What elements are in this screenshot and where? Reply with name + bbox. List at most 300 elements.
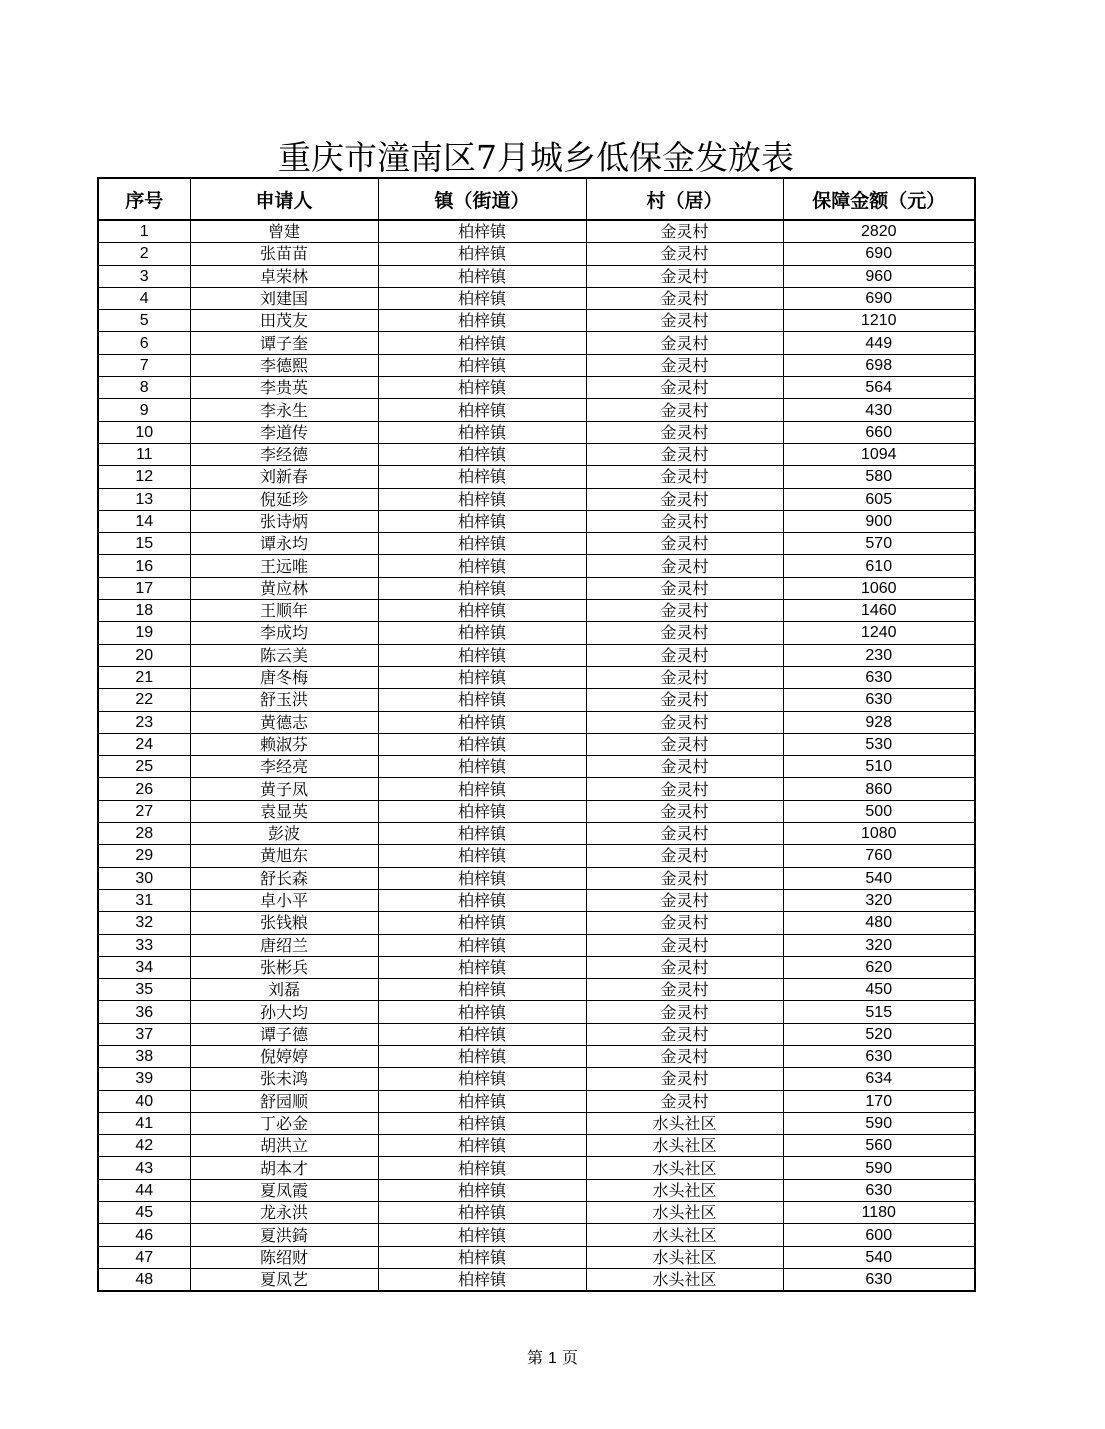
table-row — [98, 555, 975, 577]
cell-no: 40 — [98, 1090, 190, 1112]
table-body — [98, 220, 975, 1291]
cell-amount: 590 — [783, 1157, 975, 1179]
cell-applicant: 夏凤艺 — [190, 1268, 378, 1291]
cell-village: 金灵村 — [586, 354, 783, 376]
cell-applicant: 张钱粮 — [190, 912, 378, 934]
cell-no: 28 — [98, 823, 190, 845]
cell-applicant: 李道传 — [190, 421, 378, 443]
cell-village: 金灵村 — [586, 555, 783, 577]
cell-town: 柏梓镇 — [378, 555, 586, 577]
cell-no: 45 — [98, 1202, 190, 1224]
table-row — [98, 354, 975, 376]
table-row — [98, 711, 975, 733]
cell-village: 金灵村 — [586, 979, 783, 1001]
cell-applicant: 李永生 — [190, 399, 378, 421]
table-row — [98, 332, 975, 354]
cell-amount: 960 — [783, 265, 975, 287]
cell-town: 柏梓镇 — [378, 1112, 586, 1134]
column-header-town: 镇（街道） — [378, 178, 586, 220]
table-row — [98, 1179, 975, 1201]
cell-no: 37 — [98, 1023, 190, 1045]
cell-amount: 1460 — [783, 600, 975, 622]
cell-applicant: 刘新春 — [190, 466, 378, 488]
cell-no: 33 — [98, 934, 190, 956]
cell-no: 34 — [98, 956, 190, 978]
cell-applicant: 黄德志 — [190, 711, 378, 733]
cell-village: 金灵村 — [586, 1090, 783, 1112]
cell-applicant: 张诗炳 — [190, 510, 378, 532]
cell-village: 金灵村 — [586, 220, 783, 243]
cell-village: 金灵村 — [586, 443, 783, 465]
page-number-footer — [0, 1345, 1105, 1368]
cell-amount: 1240 — [783, 622, 975, 644]
cell-village: 金灵村 — [586, 600, 783, 622]
table-row — [98, 666, 975, 688]
cell-no: 47 — [98, 1246, 190, 1268]
cell-village: 水头社区 — [586, 1246, 783, 1268]
cell-no: 9 — [98, 399, 190, 421]
column-header-village: 村（居） — [586, 178, 783, 220]
table-row — [98, 1001, 975, 1023]
cell-village: 金灵村 — [586, 756, 783, 778]
column-header-applicant: 申请人 — [190, 178, 378, 220]
cell-village: 金灵村 — [586, 733, 783, 755]
cell-village: 金灵村 — [586, 510, 783, 532]
cell-amount: 320 — [783, 934, 975, 956]
table-row — [98, 310, 975, 332]
cell-town: 柏梓镇 — [378, 1246, 586, 1268]
cell-village: 金灵村 — [586, 912, 783, 934]
cell-town: 柏梓镇 — [378, 354, 586, 376]
cell-no: 36 — [98, 1001, 190, 1023]
cell-amount: 760 — [783, 845, 975, 867]
cell-applicant: 张未鸿 — [190, 1068, 378, 1090]
cell-applicant: 陈云美 — [190, 644, 378, 666]
cell-town: 柏梓镇 — [378, 1179, 586, 1201]
cell-applicant: 刘磊 — [190, 979, 378, 1001]
table-row — [98, 243, 975, 265]
cell-village: 金灵村 — [586, 1001, 783, 1023]
table-row — [98, 689, 975, 711]
footer-prefix: 第 — [526, 1348, 549, 1367]
cell-town: 柏梓镇 — [378, 310, 586, 332]
cell-applicant: 张彬兵 — [190, 956, 378, 978]
cell-village: 金灵村 — [586, 711, 783, 733]
cell-amount: 540 — [783, 867, 975, 889]
cell-town: 柏梓镇 — [378, 889, 586, 911]
cell-village: 水头社区 — [586, 1157, 783, 1179]
cell-no: 25 — [98, 756, 190, 778]
cell-village: 金灵村 — [586, 1045, 783, 1067]
cell-amount: 230 — [783, 644, 975, 666]
cell-applicant: 谭子奎 — [190, 332, 378, 354]
table-row — [98, 912, 975, 934]
cell-town: 柏梓镇 — [378, 377, 586, 399]
cell-town: 柏梓镇 — [378, 845, 586, 867]
table-row — [98, 622, 975, 644]
table-row — [98, 1135, 975, 1157]
cell-town: 柏梓镇 — [378, 533, 586, 555]
cell-applicant: 谭子德 — [190, 1023, 378, 1045]
cell-town: 柏梓镇 — [378, 778, 586, 800]
cell-applicant: 夏洪錡 — [190, 1224, 378, 1246]
cell-village: 金灵村 — [586, 243, 783, 265]
cell-amount: 630 — [783, 666, 975, 688]
cell-applicant: 孙大均 — [190, 1001, 378, 1023]
table-row — [98, 1068, 975, 1090]
cell-no: 23 — [98, 711, 190, 733]
cell-village: 水头社区 — [586, 1112, 783, 1134]
cell-applicant: 丁必金 — [190, 1112, 378, 1134]
cell-applicant: 刘建国 — [190, 287, 378, 309]
cell-town: 柏梓镇 — [378, 666, 586, 688]
table-row — [98, 443, 975, 465]
table-row — [98, 510, 975, 532]
table-row — [98, 889, 975, 911]
cell-applicant: 胡本才 — [190, 1157, 378, 1179]
table-row — [98, 265, 975, 287]
cell-village: 金灵村 — [586, 577, 783, 599]
cell-town: 柏梓镇 — [378, 287, 586, 309]
cell-village: 水头社区 — [586, 1202, 783, 1224]
cell-applicant: 李经德 — [190, 443, 378, 465]
cell-no: 19 — [98, 622, 190, 644]
cell-village: 金灵村 — [586, 310, 783, 332]
footer-suffix: 页 — [556, 1348, 579, 1367]
cell-no: 17 — [98, 577, 190, 599]
cell-village: 金灵村 — [586, 644, 783, 666]
table-row — [98, 1224, 975, 1246]
cell-no: 15 — [98, 533, 190, 555]
cell-no: 4 — [98, 287, 190, 309]
page-title: 重庆市潼南区7月城乡低保金发放表 — [278, 138, 794, 177]
cell-village: 水头社区 — [586, 1179, 783, 1201]
table-row — [98, 399, 975, 421]
cell-amount: 630 — [783, 1268, 975, 1291]
table-row — [98, 577, 975, 599]
cell-amount: 449 — [783, 332, 975, 354]
cell-village: 金灵村 — [586, 265, 783, 287]
page-number: 1 — [548, 1350, 557, 1367]
column-header-amount: 保障金额（元） — [783, 178, 975, 220]
cell-applicant: 张苗苗 — [190, 243, 378, 265]
cell-amount: 530 — [783, 733, 975, 755]
cell-town: 柏梓镇 — [378, 577, 586, 599]
cell-village: 金灵村 — [586, 421, 783, 443]
table-row — [98, 644, 975, 666]
cell-town: 柏梓镇 — [378, 912, 586, 934]
cell-applicant: 李成均 — [190, 622, 378, 644]
cell-no: 10 — [98, 421, 190, 443]
cell-no: 41 — [98, 1112, 190, 1134]
cell-no: 32 — [98, 912, 190, 934]
cell-applicant: 王顺年 — [190, 600, 378, 622]
cell-applicant: 唐冬梅 — [190, 666, 378, 688]
cell-applicant: 龙永洪 — [190, 1202, 378, 1224]
cell-applicant: 舒玉洪 — [190, 689, 378, 711]
cell-no: 29 — [98, 845, 190, 867]
cell-town: 柏梓镇 — [378, 733, 586, 755]
table-row — [98, 845, 975, 867]
cell-applicant: 倪延珍 — [190, 488, 378, 510]
cell-amount: 1210 — [783, 310, 975, 332]
cell-amount: 630 — [783, 689, 975, 711]
cell-amount: 2820 — [783, 220, 975, 243]
cell-town: 柏梓镇 — [378, 823, 586, 845]
cell-town: 柏梓镇 — [378, 600, 586, 622]
cell-village: 金灵村 — [586, 689, 783, 711]
cell-amount: 430 — [783, 399, 975, 421]
cell-amount: 600 — [783, 1224, 975, 1246]
cell-town: 柏梓镇 — [378, 956, 586, 978]
cell-amount: 630 — [783, 1179, 975, 1201]
cell-amount: 605 — [783, 488, 975, 510]
cell-town: 柏梓镇 — [378, 510, 586, 532]
table-row — [98, 600, 975, 622]
cell-amount: 1180 — [783, 1202, 975, 1224]
cell-amount: 570 — [783, 533, 975, 555]
cell-village: 金灵村 — [586, 488, 783, 510]
cell-amount: 480 — [783, 912, 975, 934]
cell-town: 柏梓镇 — [378, 1268, 586, 1291]
cell-town: 柏梓镇 — [378, 756, 586, 778]
table-row — [98, 1268, 975, 1291]
cell-applicant: 曾建 — [190, 220, 378, 243]
cell-village: 金灵村 — [586, 889, 783, 911]
table-row — [98, 800, 975, 822]
cell-applicant: 唐绍兰 — [190, 934, 378, 956]
cell-no: 46 — [98, 1224, 190, 1246]
cell-village: 水头社区 — [586, 1224, 783, 1246]
cell-amount: 320 — [783, 889, 975, 911]
cell-town: 柏梓镇 — [378, 265, 586, 287]
cell-no: 44 — [98, 1179, 190, 1201]
cell-applicant: 李德熙 — [190, 354, 378, 376]
table-row — [98, 1090, 975, 1112]
cell-no: 22 — [98, 689, 190, 711]
cell-applicant: 谭永均 — [190, 533, 378, 555]
cell-no: 27 — [98, 800, 190, 822]
cell-village: 金灵村 — [586, 287, 783, 309]
cell-amount: 660 — [783, 421, 975, 443]
cell-village: 金灵村 — [586, 399, 783, 421]
cell-village: 金灵村 — [586, 1068, 783, 1090]
table-row — [98, 778, 975, 800]
table-row — [98, 956, 975, 978]
cell-town: 柏梓镇 — [378, 1045, 586, 1067]
cell-town: 柏梓镇 — [378, 443, 586, 465]
cell-no: 12 — [98, 466, 190, 488]
table-row — [98, 466, 975, 488]
cell-town: 柏梓镇 — [378, 1001, 586, 1023]
cell-village: 金灵村 — [586, 1023, 783, 1045]
cell-applicant: 陈绍财 — [190, 1246, 378, 1268]
cell-village: 金灵村 — [586, 956, 783, 978]
cell-amount: 690 — [783, 243, 975, 265]
cell-no: 6 — [98, 332, 190, 354]
cell-town: 柏梓镇 — [378, 1068, 586, 1090]
cell-amount: 698 — [783, 354, 975, 376]
cell-amount: 1060 — [783, 577, 975, 599]
table-row — [98, 421, 975, 443]
cell-town: 柏梓镇 — [378, 332, 586, 354]
cell-no: 1 — [98, 220, 190, 243]
table-row — [98, 1023, 975, 1045]
cell-applicant: 李贵英 — [190, 377, 378, 399]
cell-applicant: 王远唯 — [190, 555, 378, 577]
cell-village: 金灵村 — [586, 377, 783, 399]
cell-amount: 580 — [783, 466, 975, 488]
cell-amount: 620 — [783, 956, 975, 978]
cell-amount: 450 — [783, 979, 975, 1001]
cell-town: 柏梓镇 — [378, 1090, 586, 1112]
cell-applicant: 倪婷婷 — [190, 1045, 378, 1067]
cell-town: 柏梓镇 — [378, 243, 586, 265]
cell-no: 7 — [98, 354, 190, 376]
cell-no: 2 — [98, 243, 190, 265]
table-row — [98, 1157, 975, 1179]
table-row — [98, 1202, 975, 1224]
cell-no: 14 — [98, 510, 190, 532]
cell-no: 48 — [98, 1268, 190, 1291]
cell-amount: 630 — [783, 1045, 975, 1067]
cell-amount: 590 — [783, 1112, 975, 1134]
cell-village: 水头社区 — [586, 1135, 783, 1157]
cell-village: 金灵村 — [586, 666, 783, 688]
cell-no: 5 — [98, 310, 190, 332]
cell-town: 柏梓镇 — [378, 800, 586, 822]
cell-no: 18 — [98, 600, 190, 622]
cell-applicant: 田茂友 — [190, 310, 378, 332]
cell-town: 柏梓镇 — [378, 622, 586, 644]
cell-town: 柏梓镇 — [378, 488, 586, 510]
cell-no: 38 — [98, 1045, 190, 1067]
table-header-row — [98, 178, 975, 220]
cell-amount: 515 — [783, 1001, 975, 1023]
cell-applicant: 卓荣林 — [190, 265, 378, 287]
table-row — [98, 733, 975, 755]
cell-amount: 520 — [783, 1023, 975, 1045]
cell-no: 30 — [98, 867, 190, 889]
cell-applicant: 夏凤霞 — [190, 1179, 378, 1201]
cell-no: 20 — [98, 644, 190, 666]
cell-applicant: 舒园顺 — [190, 1090, 378, 1112]
cell-town: 柏梓镇 — [378, 867, 586, 889]
cell-applicant: 舒长森 — [190, 867, 378, 889]
cell-amount: 500 — [783, 800, 975, 822]
cell-no: 11 — [98, 443, 190, 465]
cell-town: 柏梓镇 — [378, 934, 586, 956]
table-row — [98, 823, 975, 845]
table-row — [98, 488, 975, 510]
cell-village: 金灵村 — [586, 800, 783, 822]
cell-town: 柏梓镇 — [378, 644, 586, 666]
cell-applicant: 黄应林 — [190, 577, 378, 599]
cell-no: 8 — [98, 377, 190, 399]
cell-town: 柏梓镇 — [378, 399, 586, 421]
cell-applicant: 彭波 — [190, 823, 378, 845]
cell-town: 柏梓镇 — [378, 1135, 586, 1157]
cell-no: 42 — [98, 1135, 190, 1157]
cell-village: 金灵村 — [586, 332, 783, 354]
cell-village: 金灵村 — [586, 845, 783, 867]
column-header-no: 序号 — [98, 178, 190, 220]
cell-village: 金灵村 — [586, 823, 783, 845]
cell-amount: 634 — [783, 1068, 975, 1090]
table-row — [98, 220, 975, 243]
cell-town: 柏梓镇 — [378, 711, 586, 733]
cell-applicant: 李经亮 — [190, 756, 378, 778]
cell-amount: 1080 — [783, 823, 975, 845]
cell-village: 水头社区 — [586, 1268, 783, 1291]
table-row — [98, 1246, 975, 1268]
cell-town: 柏梓镇 — [378, 1202, 586, 1224]
cell-town: 柏梓镇 — [378, 689, 586, 711]
cell-no: 21 — [98, 666, 190, 688]
cell-village: 金灵村 — [586, 533, 783, 555]
cell-no: 24 — [98, 733, 190, 755]
cell-no: 13 — [98, 488, 190, 510]
cell-no: 43 — [98, 1157, 190, 1179]
cell-no: 3 — [98, 265, 190, 287]
cell-town: 柏梓镇 — [378, 220, 586, 243]
cell-no: 26 — [98, 778, 190, 800]
cell-no: 39 — [98, 1068, 190, 1090]
cell-amount: 610 — [783, 555, 975, 577]
cell-village: 金灵村 — [586, 867, 783, 889]
table-row — [98, 1045, 975, 1067]
table-row — [98, 377, 975, 399]
cell-village: 金灵村 — [586, 778, 783, 800]
cell-town: 柏梓镇 — [378, 466, 586, 488]
cell-no: 35 — [98, 979, 190, 1001]
cell-town: 柏梓镇 — [378, 979, 586, 1001]
table-row — [98, 934, 975, 956]
cell-amount: 170 — [783, 1090, 975, 1112]
cell-amount: 560 — [783, 1135, 975, 1157]
cell-applicant: 赖淑芬 — [190, 733, 378, 755]
cell-amount: 540 — [783, 1246, 975, 1268]
cell-amount: 510 — [783, 756, 975, 778]
cell-no: 16 — [98, 555, 190, 577]
cell-no: 31 — [98, 889, 190, 911]
cell-town: 柏梓镇 — [378, 421, 586, 443]
table-row — [98, 867, 975, 889]
cell-village: 金灵村 — [586, 622, 783, 644]
table-row — [98, 979, 975, 1001]
table-row — [98, 533, 975, 555]
table-row — [98, 756, 975, 778]
cell-amount: 900 — [783, 510, 975, 532]
cell-applicant: 黄子凤 — [190, 778, 378, 800]
table-row — [98, 1112, 975, 1134]
table-row — [98, 287, 975, 309]
cell-applicant: 黄旭东 — [190, 845, 378, 867]
cell-amount: 860 — [783, 778, 975, 800]
cell-applicant: 胡洪立 — [190, 1135, 378, 1157]
cell-town: 柏梓镇 — [378, 1224, 586, 1246]
cell-amount: 928 — [783, 711, 975, 733]
cell-applicant: 卓小平 — [190, 889, 378, 911]
cell-town: 柏梓镇 — [378, 1023, 586, 1045]
allowance-table — [97, 177, 976, 1292]
cell-applicant: 袁显英 — [190, 800, 378, 822]
cell-amount: 1094 — [783, 443, 975, 465]
cell-village: 金灵村 — [586, 934, 783, 956]
cell-amount: 690 — [783, 287, 975, 309]
cell-village: 金灵村 — [586, 466, 783, 488]
cell-town: 柏梓镇 — [378, 1157, 586, 1179]
